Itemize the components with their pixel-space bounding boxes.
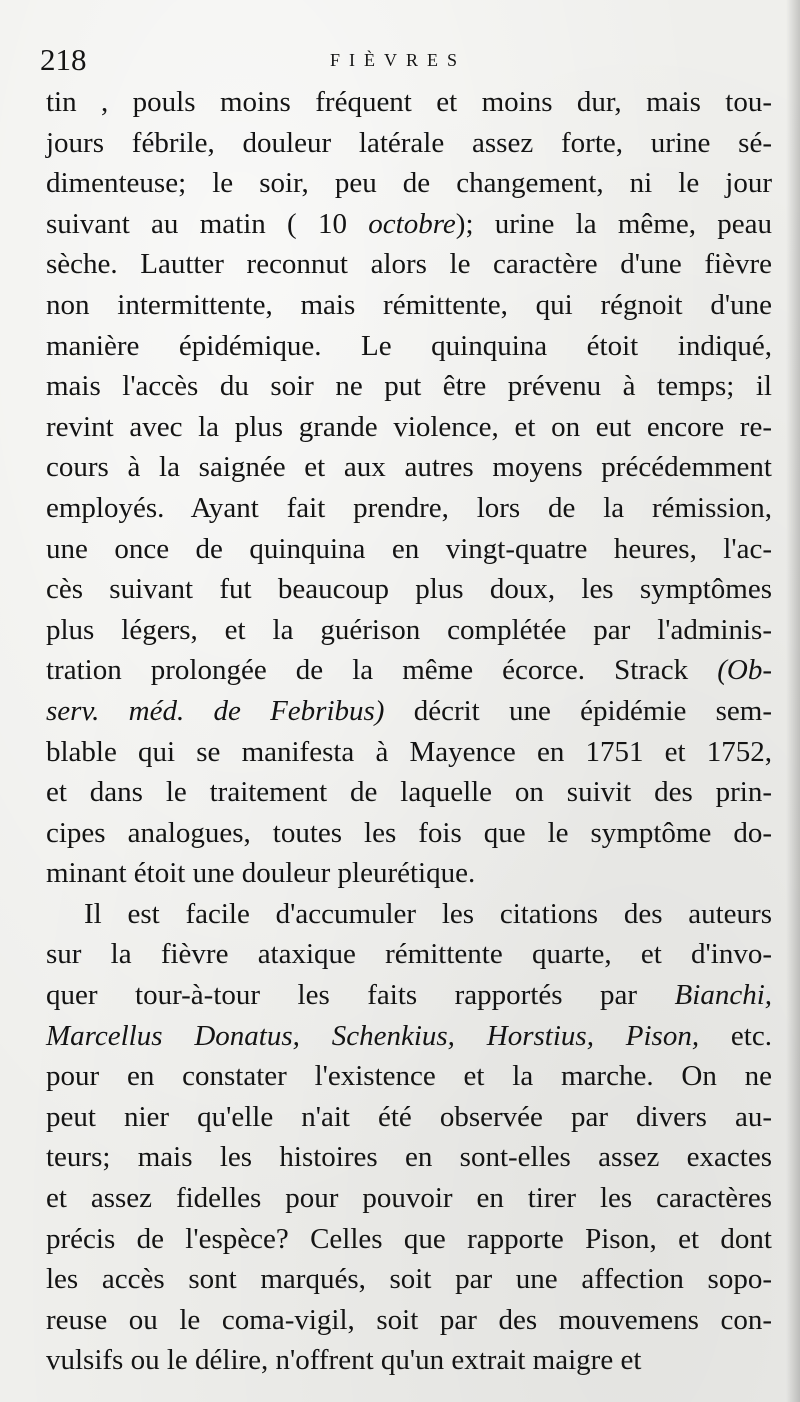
text-segment: tration prolongée de la même écorce. Strack bbox=[46, 654, 718, 687]
text-segment: dimenteuse; le soir, peu de changement, ni le jour bbox=[46, 167, 772, 200]
text-line bbox=[46, 1259, 772, 1300]
page-header bbox=[40, 40, 760, 80]
text-segment: et dans le traitement de laquelle on suivit des prin- bbox=[46, 776, 772, 809]
page-edge-shadow bbox=[786, 0, 800, 1402]
italic-text: Bianchi, bbox=[674, 979, 772, 1012]
text-segment: non intermittente, mais rémittente, qui régnoit d'une bbox=[46, 288, 772, 321]
text-line bbox=[46, 244, 772, 285]
text-line bbox=[46, 529, 772, 570]
text-segment: etc. bbox=[699, 1019, 772, 1052]
text-segment: les accès sont marqués, soit par une affection sopo- bbox=[46, 1263, 772, 1296]
text-segment: revint avec la plus grande violence, et on eut encore re- bbox=[46, 410, 772, 443]
text-line bbox=[46, 1340, 772, 1381]
body-text bbox=[46, 82, 772, 1381]
page-number: 218 bbox=[40, 42, 87, 77]
italic-text: octobre bbox=[368, 207, 456, 240]
text-segment: blable qui se manifesta à Mayence en 1751 et 1752, bbox=[46, 735, 772, 768]
text-line bbox=[46, 82, 772, 123]
text-segment: teurs; mais les histoires en sont-elles assez exactes bbox=[46, 1141, 772, 1174]
text-line bbox=[46, 1219, 772, 1260]
text-line bbox=[46, 204, 772, 245]
text-line bbox=[46, 447, 772, 488]
text-segment: quer tour-à-tour les faits rapportés par bbox=[46, 979, 675, 1012]
text-segment: ); urine la même, peau bbox=[455, 207, 772, 240]
text-segment: manière épidémique. Le quinquina étoit indiqué, bbox=[46, 329, 772, 362]
text-segment: Il est facile d'accumuler les citations des auteurs bbox=[84, 897, 772, 930]
italic-text: (Ob- bbox=[717, 654, 772, 687]
text-line bbox=[46, 1137, 772, 1178]
text-line bbox=[46, 772, 772, 813]
text-line bbox=[46, 1097, 772, 1138]
text-segment: vulsifs ou le délire, n'offrent qu'un extrait maigre et bbox=[46, 1344, 642, 1377]
text-segment: décrit une épidémie sem- bbox=[384, 694, 772, 727]
text-segment: tin , pouls moins fréquent et moins dur, mais tou- bbox=[46, 86, 772, 118]
text-line bbox=[46, 569, 772, 610]
italic-text: serv. méd. de Febribus) bbox=[46, 694, 385, 727]
text-line bbox=[46, 285, 772, 326]
text-segment: sèche. Lautter reconnut alors le caractère d'une fièvre bbox=[46, 248, 772, 281]
text-segment: cours à la saignée et aux autres moyens précédemment bbox=[46, 451, 772, 484]
text-line bbox=[46, 853, 772, 894]
text-segment: suivant au matin ( 10 bbox=[46, 207, 369, 240]
text-line bbox=[46, 123, 772, 164]
text-line bbox=[46, 1300, 772, 1341]
text-line bbox=[46, 732, 772, 773]
italic-text: Marcellus Donatus, Schenkius, Horstius, Pison, bbox=[46, 1019, 700, 1052]
text-line bbox=[46, 1178, 772, 1219]
text-line bbox=[46, 894, 772, 935]
text-line bbox=[46, 691, 772, 732]
text-line bbox=[46, 366, 772, 407]
text-line bbox=[46, 650, 772, 691]
text-line bbox=[46, 610, 772, 651]
text-segment: précis de l'espèce? Celles que rapporte Pison, et dont bbox=[46, 1222, 772, 1255]
text-line bbox=[46, 934, 772, 975]
text-line bbox=[46, 163, 772, 204]
running-head: FIÈVRES bbox=[330, 50, 467, 70]
text-segment: plus légers, et la guérison complétée par l'adminis- bbox=[46, 613, 772, 646]
text-segment: reuse ou le coma-vigil, soit par des mouvemens con- bbox=[46, 1303, 772, 1336]
text-segment: employés. Ayant fait prendre, lors de la rémission, bbox=[46, 491, 772, 524]
text-segment: pour en constater l'existence et la marche. On ne bbox=[46, 1060, 772, 1093]
text-segment: et assez fidelles pour pouvoir en tirer les caractères bbox=[46, 1182, 772, 1215]
text-line bbox=[46, 326, 772, 367]
text-line bbox=[46, 407, 772, 448]
text-segment: cès suivant fut beaucoup plus doux, les symptômes bbox=[46, 573, 772, 606]
text-segment: cipes analogues, toutes les fois que le symptôme do- bbox=[46, 816, 772, 849]
text-segment: mais l'accès du soir ne put être prévenu à temps; il bbox=[46, 370, 772, 403]
text-segment: minant étoit une douleur pleurétique. bbox=[46, 857, 476, 890]
text-segment: peut nier qu'elle n'ait été observée par divers au- bbox=[46, 1100, 772, 1133]
text-segment: sur la fièvre ataxique rémittente quarte, et d'invo- bbox=[46, 938, 772, 971]
text-line bbox=[46, 488, 772, 529]
text-line bbox=[46, 975, 772, 1016]
text-segment: une once de quinquina en vingt-quatre heures, l'ac- bbox=[46, 532, 772, 565]
text-line bbox=[46, 1016, 772, 1057]
text-segment: jours fébrile, douleur latérale assez forte, urine sé- bbox=[46, 126, 772, 159]
text-line bbox=[46, 813, 772, 854]
text-line bbox=[46, 1056, 772, 1097]
